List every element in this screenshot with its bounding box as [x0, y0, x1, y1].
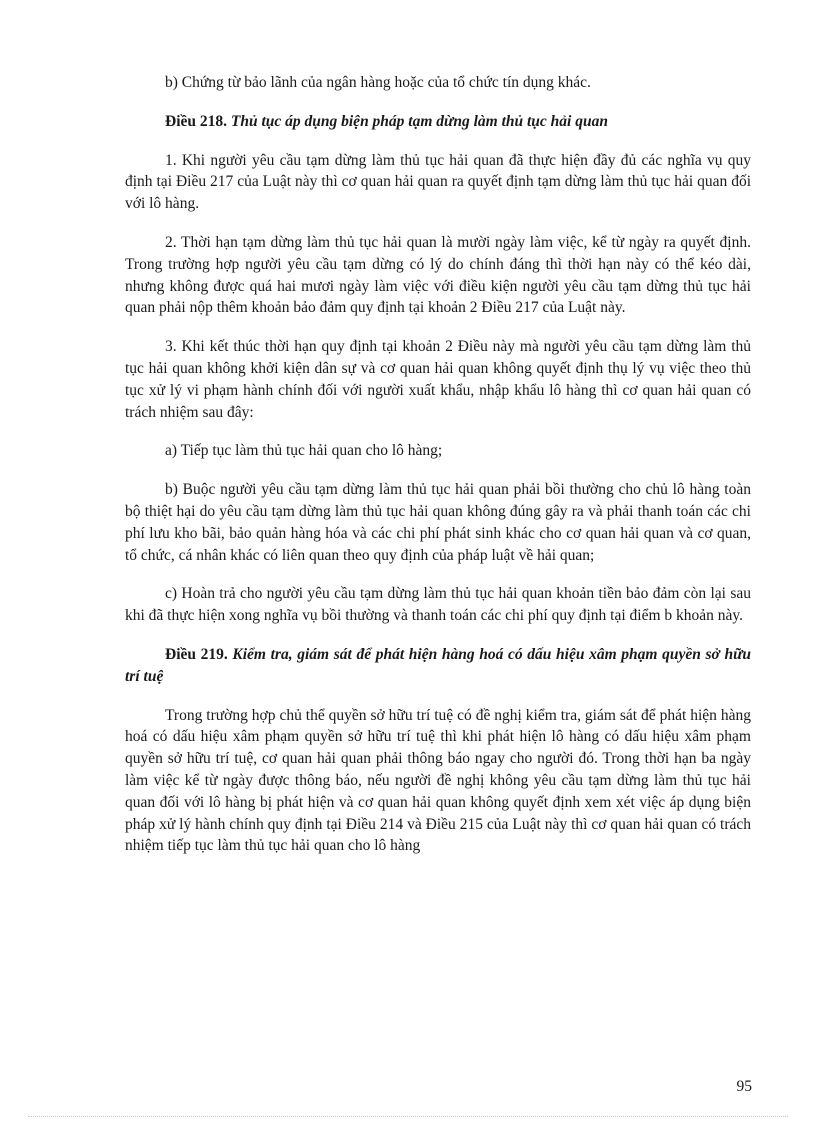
paragraph: a) Tiếp tục làm thủ tục hải quan cho lô hàng;: [165, 442, 443, 460]
paragraph: 2. Thời hạn tạm dừng làm thủ tục hải quan là mười ngày làm việc, kể từ ngày ra quyết định. Trong trường hợp người yêu cầu tạm dừng có lý do chính đáng thì thời hạn này có thể kéo dài, nhưng không được quá hai mươi ngày làm việc với điều kiện người yêu cầu tạm dừng thủ tục hải quan phải nộp thêm khoản bảo đảm quy định tại khoản 2 Điều 217 của Luật này.: [125, 233, 751, 317]
paragraph: b) Chứng từ bảo lãnh của ngân hàng hoặc của tổ chức tín dụng khác.: [165, 74, 591, 91]
paragraph: c) Hoàn trả cho người yêu cầu tạm dừng làm thủ tục hải quan khoản tiền bảo đảm còn lại sau khi đã thực hiện xong nghĩa vụ bồi thường và thanh toán các chi phí quy định tại điểm b khoản này.: [125, 585, 751, 625]
article-number: Điều 218.: [165, 112, 227, 130]
footer-divider: [28, 1116, 788, 1117]
paragraph: 1. Khi người yêu cầu tạm dừng làm thủ tục hải quan đã thực hiện đầy đủ các nghĩa vụ quy định tại Điều 217 của Luật này thì cơ quan hải quan ra quyết định tạm dừng làm thủ tục hải quan đối với lô hàng.: [125, 151, 751, 213]
article-title: Thủ tục áp dụng biện pháp tạm dừng làm thủ tục hải quan: [230, 112, 608, 130]
article-heading-218: [125, 111, 751, 133]
paragraph: b) Buộc người yêu cầu tạm dừng làm thủ tục hải quan phải bồi thường cho chủ lô hàng toàn bộ thiệt hại do yêu cầu tạm dừng làm thủ tục hải quan không đúng gây ra và phải thanh toán các chi phí lưu kho bãi, bảo quản hàng hóa và các chi phí phát sinh khác cho cơ quan hải quan và cơ quan, tổ chức, cá nhân khác có liên quan theo quy định của pháp luật về hải quan;: [125, 481, 751, 564]
article-title: Kiểm tra, giám sát để phát hiện hàng hoá có dấu hiệu xâm phạm quyền sở hữu trí tuệ: [125, 645, 751, 685]
paragraph: 3. Khi kết thúc thời hạn quy định tại khoản 2 Điều này mà người yêu cầu tạm dừng làm thủ tục hải quan không khởi kiện dân sự và cơ quan hải quan không quyết định thụ lý vụ việc theo thủ tục xử lý vi phạm hành chính đối với người xuất khẩu, nhập khẩu lô hàng thì cơ quan hải quan có trách nhiệm sau đây:: [125, 338, 751, 421]
page-number: 95: [736, 1078, 752, 1095]
page-body: [125, 72, 751, 874]
article-number: Điều 219.: [165, 645, 228, 663]
article-heading-219: [125, 644, 751, 688]
paragraph: Trong trường hợp chủ thể quyền sở hữu trí tuệ có đề nghị kiểm tra, giám sát để phát hiện hàng hoá có dấu hiệu xâm phạm quyền sở hữu trí tuệ thì khi phát hiện lô hàng có dấu hiệu xâm phạm quyền sở hữu trí tuệ, cơ quan hải quan phải thông báo ngay cho người đó. Trong thời hạn ba ngày làm việc kể từ ngày được thông báo, nếu người đề nghị không yêu cầu tạm dừng làm thủ tục hải quan đối với lô hàng bị phát hiện và cơ quan hải quan không quyết định xem xét việc áp dụng biện pháp xử lý hành chính quy định tại Điều 214 và Điều 215 của Luật này thì cơ quan hải quan có trách nhiệm tiếp tục làm thủ tục hải quan cho lô hàng: [125, 706, 751, 855]
